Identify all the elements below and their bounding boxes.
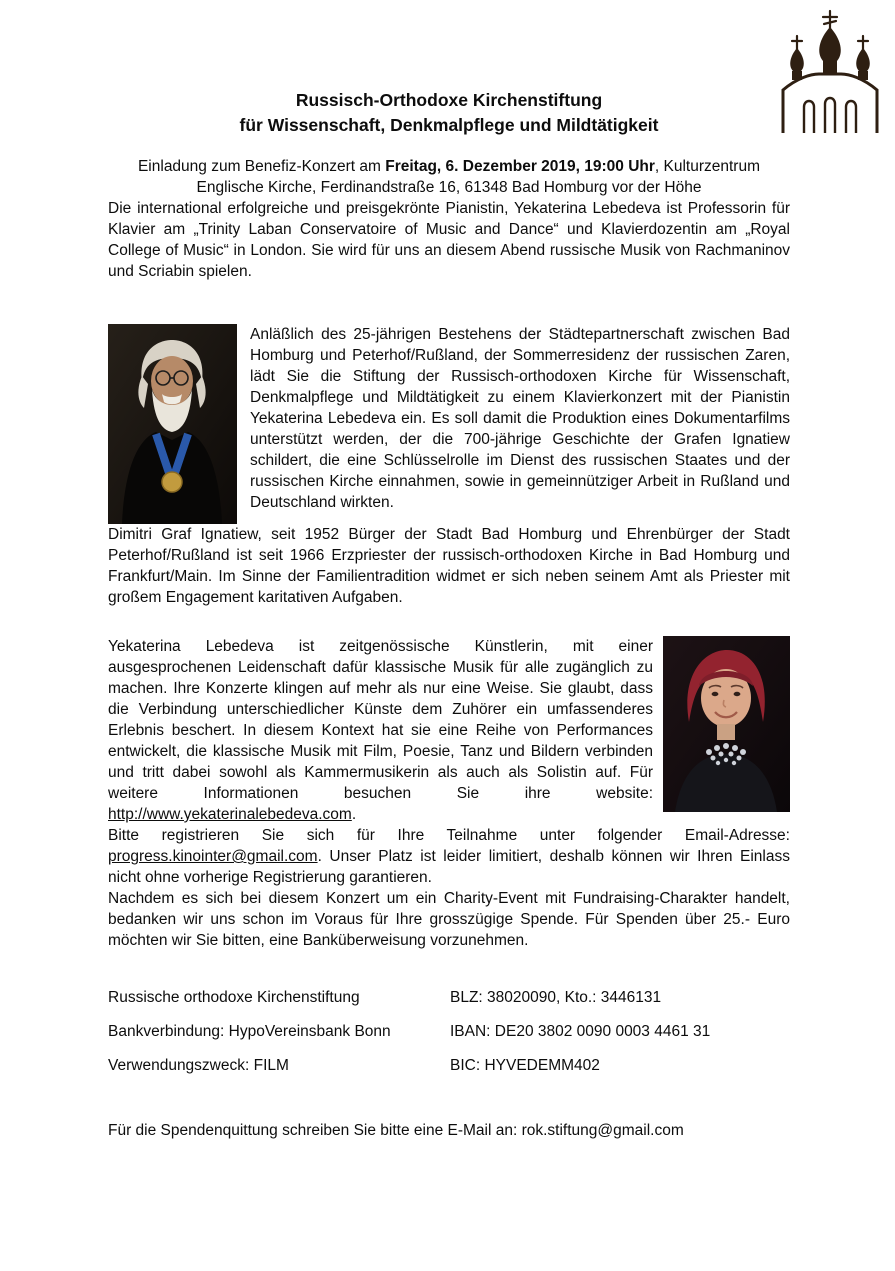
invitation-post: , Kulturzentrum Englische Kirche, Ferdinandstraße 16, 61348 Bad Homburg vor der Höhe xyxy=(196,158,761,196)
bank-iban: IBAN: DE20 3802 0090 0003 4461 31 xyxy=(450,1023,711,1040)
priest-photo-image xyxy=(108,324,237,524)
registration-text-end: . Unser Platz ist leider limitiert, deshalb können wir Ihren Einlass nicht ohne vorherige Registrierung garantieren. xyxy=(108,848,790,886)
lebedeva-paragraph xyxy=(108,636,653,825)
registration-text: Bitte registrieren Sie sich für Ihre Teilnahme unter folgender Email-Adresse: xyxy=(108,827,790,844)
invitation-pre: Einladung zum Benefiz-Konzert am xyxy=(137,158,386,175)
priest-photo xyxy=(108,324,237,524)
page-title xyxy=(108,88,790,138)
bank-blz-kto: BLZ: 38020090, Kto.: 3446131 xyxy=(450,989,662,1006)
orthodox-church-icon xyxy=(777,8,883,134)
lebedeva-text-end: . xyxy=(351,806,357,823)
bank-foundation-name: Russische orthodoxe Kirchenstiftung xyxy=(108,989,360,1006)
ignatiew-paragraph: Dimitri Graf Ignatiew, seit 1952 Bürger der Stadt Bad Homburg und Ehrenbürger der Stadt Peterhof/Rußland ist seit 1966 Erzpriester der russisch-orthodoxen Kirche in Bad Homburg und Frankfurt/Main. Im Sinne der Familientradition widmet er sich neben seinem Amt als Priester mit großem Engagement karitativen Aufgaben. xyxy=(108,526,790,606)
bank-details xyxy=(108,987,790,1076)
lebedeva-section xyxy=(108,636,790,825)
bank-row-1 xyxy=(108,987,790,1008)
title-line-2: für Wissenschaft, Denkmalpflege und Mildtätigkeit xyxy=(239,115,659,135)
receipt-text: Für die Spendenquittung schreiben Sie bitte eine E-Mail an: xyxy=(108,1122,522,1139)
anniversary-section xyxy=(108,324,790,524)
pianist-photo-image xyxy=(663,636,790,812)
anniversary-paragraph: Anläßlich des 25-jährigen Bestehens der Städtepartnerschaft zwischen Bad Homburg und Peterhof/Rußland, der Sommerresidenz der russischen Zaren, lädt Sie die Stiftung der Russisch-orthodoxen Kirche für Wissenschaft, Denkmalpflege und Mildtätigkeit zu einem Klavierkonzert mit der Pianistin Yekaterina Lebedeva ein. Es soll damit die Produktion eines Dokumentarfilms unterstützt werden, der die 700-jährige Geschichte der Grafen Ignatiew schildert, die eine Schlüsselrolle im Dienst des russischen Staates und der russischen Kirche einnahmen, sowie in gemeinnütziger Arbeit in Rußland und Deutschland wirkten. xyxy=(250,326,790,511)
pianist-intro-paragraph: Die international erfolgreiche und preisgekrönte Pianistin, Yekaterina Lebedeva ist Professorin für Klavier am „Trinity Laban Conservatoire of Music and Dance“ und Klavierdozentin am „Royal College of Music“ in London. Sie wird für uns an diesem Abend russische Musik von Rachmaninov und Scriabin spielen. xyxy=(108,200,790,280)
lebedeva-website-link[interactable]: http://www.yekaterinalebedeva.com xyxy=(108,806,352,823)
charity-paragraph: Nachdem es sich bei diesem Konzert um ein Charity-Event mit Fundraising-Charakter handelt, bedanken wir uns schon im Voraus für Ihre grosszügige Spende. Für Spenden über 25.- Euro möchten wir Sie bitten, eine Banküberweisung vorzunehmen. xyxy=(108,890,790,949)
invitation-line xyxy=(108,156,790,198)
bank-row-2 xyxy=(108,1021,790,1042)
lebedeva-text: Yekaterina Lebedeva ist zeitgenössische Künstlerin, mit einer ausgesprochenen Leidenschaft dafür klassische Musik für alle zugänglich zu machen. Ihre Konzerte klingen auf mehr als nur eine Weise. Sie glaubt, dass die Verbindung unterschiedlicher Künste dem Zuhörer ein umfassenderes Erlebnis beschert. In diesem Kontext hat sie eine Reihe von Performances entwickelt, die klassische Musik mit Film, Poesie, Tanz und Bildern verbinden und tritt dabei sowohl als Kammermusikerin als auch als Solistin auf. Für weitere Informationen besuchen Sie ihre website: xyxy=(108,638,653,802)
bank-row-3 xyxy=(108,1055,790,1076)
title-line-1: Russisch-Orthodoxe Kirchenstiftung xyxy=(295,90,603,110)
registration-email-link[interactable]: progress.kinointer@gmail.com xyxy=(108,848,318,865)
donation-receipt-note xyxy=(108,1120,790,1141)
registration-paragraph xyxy=(108,825,790,888)
bank-purpose: Verwendungszweck: FILM xyxy=(108,1057,289,1074)
bank-connection: Bankverbindung: HypoVereinsbank Bonn xyxy=(108,1023,391,1040)
bank-bic: BIC: HYVEDEMM402 xyxy=(450,1057,600,1074)
pianist-photo xyxy=(663,636,790,812)
receipt-email: rok.stiftung@gmail.com xyxy=(521,1122,684,1139)
invitation-datetime: Freitag, 6. Dezember 2019, 19:00 Uhr xyxy=(385,158,655,175)
